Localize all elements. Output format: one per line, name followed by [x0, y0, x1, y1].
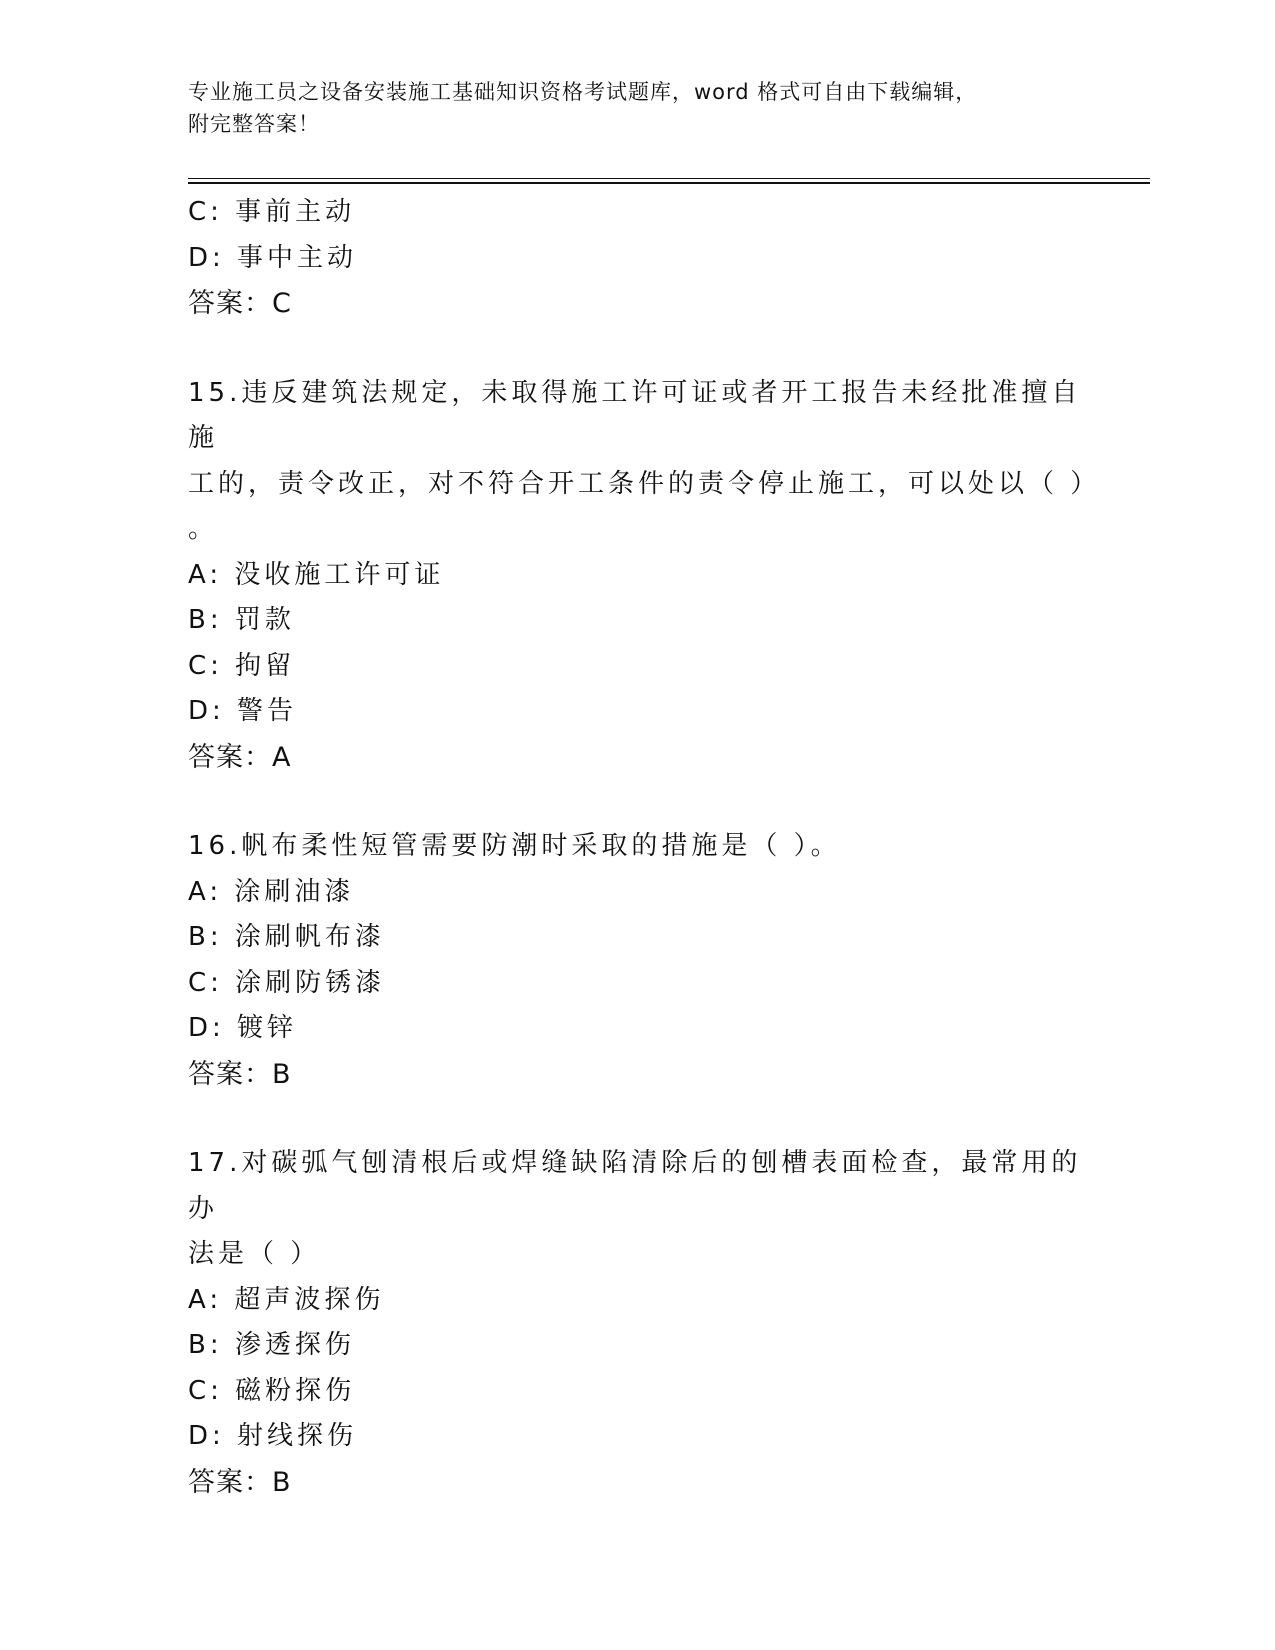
question-14-tail [188, 190, 1088, 327]
header-divider-bottom [188, 182, 1150, 184]
answer: 答案：B [188, 1466, 292, 1498]
header-divider-top [188, 178, 1150, 179]
option-c: C: 拘留 [188, 650, 296, 681]
question-text-line-3: 。 [188, 514, 219, 544]
answer: 答案：B [188, 1058, 292, 1090]
option-d: D: 警告 [188, 696, 298, 726]
question-15 [188, 371, 1101, 781]
option-c: C: 事前主动 [188, 197, 356, 227]
option-a: A: 超声波探伤 [188, 1284, 385, 1315]
option-a: A: 没收施工许可证 [188, 559, 445, 590]
question-17 [188, 1141, 1088, 1505]
question-text-line-2: 法是（ ） [188, 1239, 321, 1269]
question-text-line-1: 15.违反建筑法规定，未取得施工许可证或者开工报告未经批准擅自施 [188, 377, 1082, 453]
option-a: A: 涂刷油漆 [188, 876, 355, 907]
option-d: D: 事中主动 [188, 242, 358, 273]
question-text-line-1: 17.对碳弧气刨清根后或焊缝缺陷清除后的刨槽表面检查，最常用的办 [188, 1148, 1082, 1224]
question-16 [188, 824, 1088, 1097]
answer: 答案：C [188, 288, 292, 319]
header-line-2: 附完整答案！ [188, 112, 320, 136]
option-c: C: 涂刷防锈漆 [188, 967, 386, 998]
option-b: B: 涂刷帆布漆 [188, 922, 385, 952]
question-text-line-1: 16.帆布柔性短管需要防潮时采取的措施是（ ）。 [188, 831, 841, 861]
option-c: C: 磁粉探伤 [188, 1375, 356, 1406]
header-line-1: 专业施工员之设备安装施工基础知识资格考试题库，word 格式可自由下载编辑， [188, 80, 978, 104]
question-text-line-2: 工的，责令改正，对不符合开工条件的责令停止施工，可以处以（ ） [188, 468, 1101, 499]
option-b: B: 罚款 [188, 605, 295, 635]
option-d: D: 射线探伤 [188, 1421, 358, 1451]
answer: 答案：A [188, 741, 292, 773]
option-d: D: 镀锌 [188, 1013, 298, 1043]
document-body [188, 190, 1101, 1505]
option-b: B: 渗透探伤 [188, 1330, 355, 1360]
document-header [188, 76, 1088, 140]
